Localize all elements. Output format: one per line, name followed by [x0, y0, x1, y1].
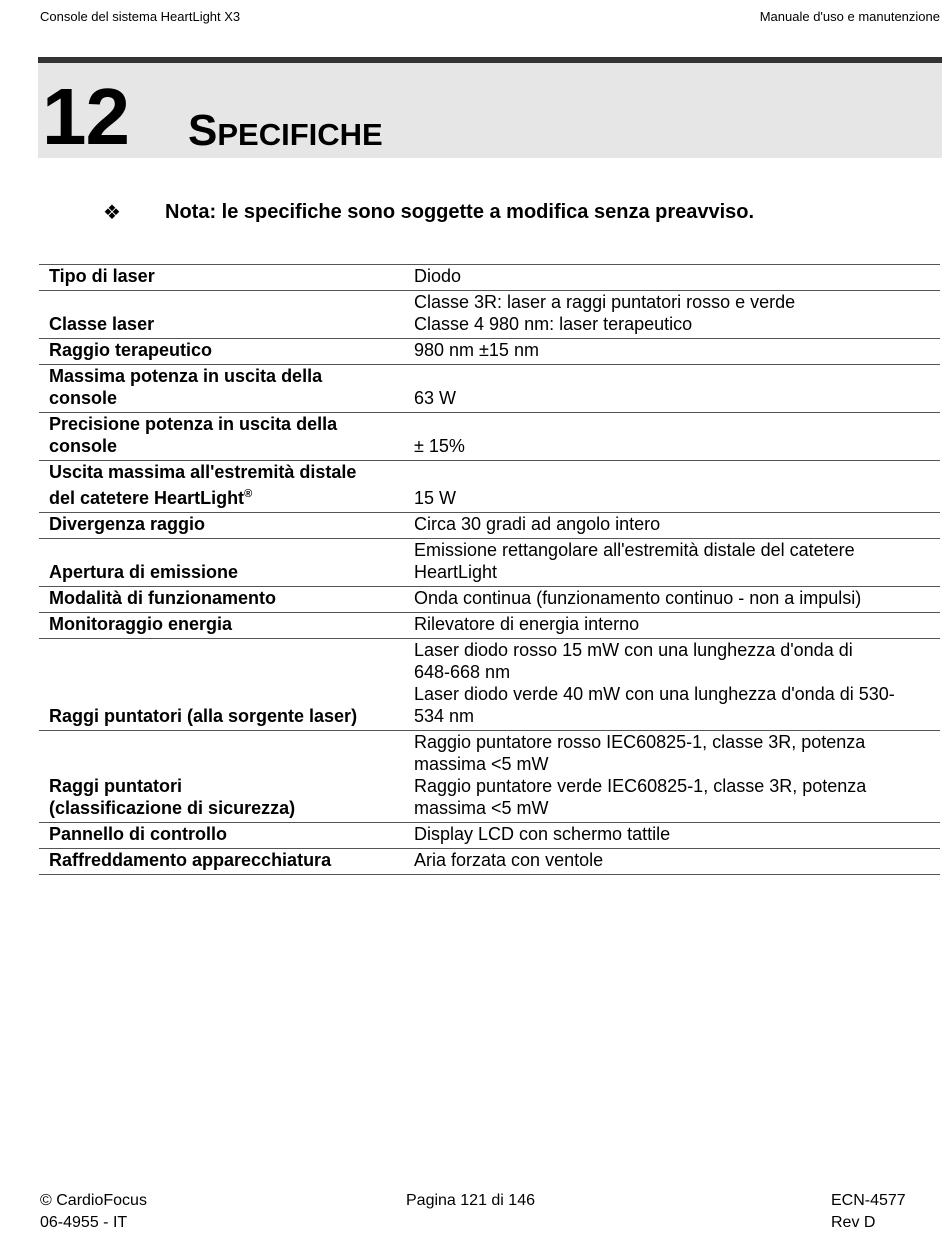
- footer-copyright: © CardioFocus: [40, 1192, 147, 1209]
- spec-value-line: Emissione rettangolare all'estremità distale del catetere: [414, 540, 855, 560]
- spec-value: [404, 823, 940, 849]
- spec-parameter-line: del catetere HeartLight®: [49, 488, 253, 508]
- spec-parameter-line: Raggi puntatori (alla sorgente laser): [49, 706, 358, 726]
- running-header-left: Console del sistema HeartLight X3: [40, 9, 241, 24]
- spec-row: [39, 587, 940, 613]
- spec-value-line: Diodo: [414, 266, 462, 286]
- spec-row: [39, 613, 940, 639]
- spec-parameter-line: Tipo di laser: [49, 266, 155, 286]
- spec-row: [39, 539, 940, 587]
- spec-value: [404, 587, 940, 613]
- note: [0, 200, 950, 230]
- spec-parameter: [39, 613, 404, 639]
- spec-parameter: [39, 639, 404, 731]
- spec-parameter: [39, 731, 404, 823]
- spec-row: [39, 365, 940, 413]
- spec-value: [404, 461, 940, 513]
- spec-value: [404, 613, 940, 639]
- spec-parameter-line: Classe laser: [49, 314, 155, 334]
- spec-row: [39, 731, 940, 823]
- spec-value: [404, 639, 940, 731]
- spec-value-line: Classe 4 980 nm: laser terapeutico: [414, 314, 693, 334]
- spec-parameter: [39, 849, 404, 875]
- running-header-right: Manuale d'uso e manutenzione: [759, 9, 940, 24]
- spec-value: [404, 539, 940, 587]
- spec-value-line: Onda continua (funzionamento continuo - non a impulsi): [414, 588, 862, 608]
- spec-parameter-line: Raffreddamento apparecchiatura: [49, 850, 332, 870]
- spec-parameter: [39, 461, 404, 513]
- spec-value-line: Circa 30 gradi ad angolo intero: [414, 514, 661, 534]
- spec-parameter: [39, 265, 404, 291]
- spec-value-line: 15 W: [414, 488, 457, 508]
- note-text: Nota: le specifiche sono soggette a modifica senza preavviso.: [165, 201, 755, 223]
- footer-doc-number: 06-4955 - IT: [40, 1214, 128, 1231]
- spec-value-line: Classe 3R: laser a raggi puntatori rosso e verde: [414, 292, 796, 312]
- spec-value: [404, 265, 940, 291]
- spec-parameter-line: Raggio terapeutico: [49, 340, 213, 360]
- spec-value-line: Laser diodo verde 40 mW con una lunghezza d'onda di 530-: [414, 684, 895, 704]
- spec-value: [404, 849, 940, 875]
- spec-parameter: [39, 291, 404, 339]
- spec-parameter-line: Uscita massima all'estremità distale: [49, 462, 357, 482]
- spec-row: [39, 339, 940, 365]
- spec-value-line: Laser diodo rosso 15 mW con una lunghezza d'onda di: [414, 640, 853, 660]
- spec-row: [39, 823, 940, 849]
- spec-value: [404, 731, 940, 823]
- spec-row: [39, 413, 940, 461]
- footer-page-number: Pagina 121 di 146: [406, 1192, 535, 1209]
- specifications-table: [39, 264, 940, 875]
- spec-parameter-line: Monitoraggio energia: [49, 614, 233, 634]
- spec-row: [39, 461, 940, 513]
- spec-parameter: [39, 587, 404, 613]
- spec-value-line: HeartLight: [414, 562, 498, 582]
- spec-parameter: [39, 513, 404, 539]
- spec-value: [404, 365, 940, 413]
- spec-parameter-line: console: [49, 388, 118, 408]
- spec-value-line: massima <5 mW: [414, 754, 549, 774]
- chapter-title: Specifiche: [188, 106, 383, 155]
- spec-row: [39, 513, 940, 539]
- spec-parameter: [39, 339, 404, 365]
- spec-row: [39, 849, 940, 875]
- spec-value-line: massima <5 mW: [414, 798, 549, 818]
- spec-value-line: 63 W: [414, 388, 457, 408]
- spec-row: [39, 291, 940, 339]
- footer-left: [40, 1190, 147, 1234]
- spec-parameter-line: console: [49, 436, 118, 456]
- spec-parameter-line: Massima potenza in uscita della: [49, 366, 323, 386]
- spec-value-line: Aria forzata con ventole: [414, 850, 604, 870]
- spec-parameter-line: Modalità di funzionamento: [49, 588, 276, 608]
- spec-value: [404, 339, 940, 365]
- spec-parameter: [39, 539, 404, 587]
- spec-parameter-line: Pannello di controllo: [49, 824, 228, 844]
- spec-value: [404, 413, 940, 461]
- spec-parameter: [39, 365, 404, 413]
- spec-value-line: 648-668 nm: [414, 662, 511, 682]
- spec-value-line: 534 nm: [414, 706, 475, 726]
- spec-value: [404, 291, 940, 339]
- spec-parameter-line: Precisione potenza in uscita della: [49, 414, 338, 434]
- spec-row: [39, 639, 940, 731]
- spec-value: [404, 513, 940, 539]
- chapter-number: 12: [42, 72, 129, 161]
- spec-value-line: Raggio puntatore rosso IEC60825-1, classe 3R, potenza: [414, 732, 866, 752]
- spec-parameter-line: (classificazione di sicurezza): [49, 798, 296, 818]
- spec-value-line: Raggio puntatore verde IEC60825-1, classe 3R, potenza: [414, 776, 867, 796]
- diamond-bullet-icon: ❖: [103, 202, 121, 224]
- spec-parameter: [39, 413, 404, 461]
- chapter-banner: [38, 57, 942, 161]
- spec-parameter-line: Raggi puntatori: [49, 776, 182, 796]
- footer-revision: Rev D: [831, 1214, 876, 1231]
- spec-value-line: 980 nm ±15 nm: [414, 340, 539, 360]
- footer-ecn: ECN-4577: [831, 1192, 906, 1209]
- spec-parameter-line: Apertura di emissione: [49, 562, 239, 582]
- spec-value-line: Rilevatore di energia interno: [414, 614, 640, 634]
- spec-row: [39, 265, 940, 291]
- footer-right: [831, 1190, 906, 1234]
- spec-parameter: [39, 823, 404, 849]
- spec-parameter-line: Divergenza raggio: [49, 514, 206, 534]
- spec-value-line: ± 15%: [414, 436, 465, 456]
- spec-value-line: Display LCD con schermo tattile: [414, 824, 671, 844]
